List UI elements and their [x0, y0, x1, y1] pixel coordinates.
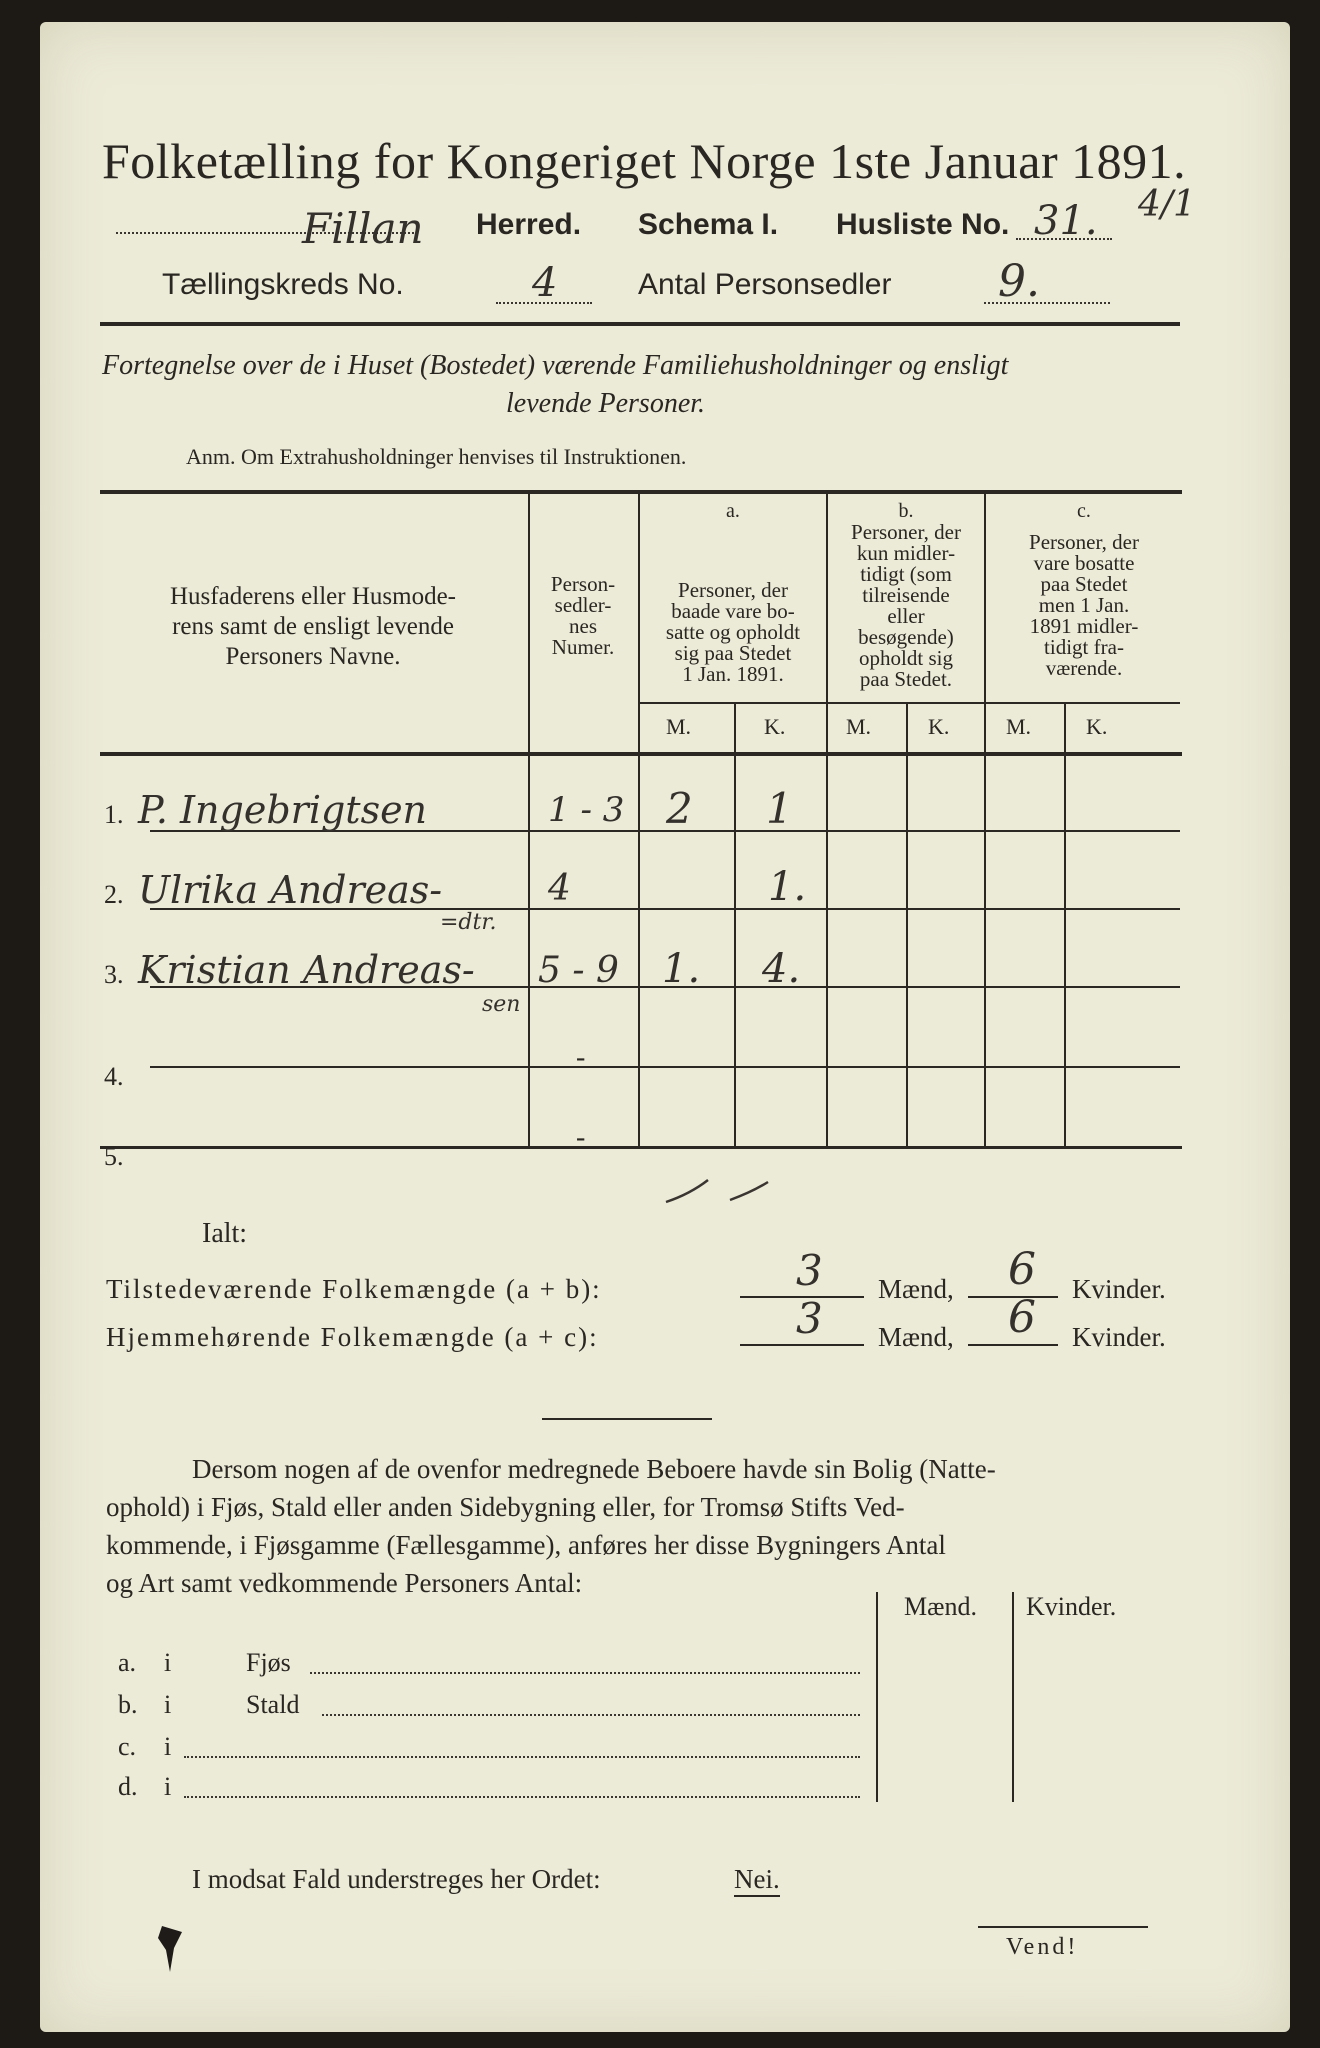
building-item-b-dots [322, 1712, 860, 1716]
census-form-sheet [40, 22, 1290, 2032]
table-row-2-a-k: 1. [768, 864, 807, 910]
c-m-label: M. [1006, 714, 1032, 739]
col-b-letter: b. [898, 500, 914, 522]
b-m-label: M. [846, 714, 872, 739]
building-item-a-i: i [164, 1648, 172, 1677]
tilstede-kvinder-label: Kvinder. [1072, 1274, 1166, 1304]
table-row-1-a-k: 1 [766, 784, 793, 833]
table-row-1-a-m: 2 [666, 784, 693, 833]
hjemme-maend-label: Mænd, [878, 1322, 954, 1352]
c-k-label: K. [1086, 714, 1108, 739]
col-a-letter: a. [726, 500, 740, 522]
vend-rule [978, 1926, 1148, 1928]
col-num-header: Person- sedler- nes Numer. [550, 572, 616, 659]
b-k-label: K. [928, 714, 950, 739]
modsat-label: I modsat Fald understreges her Ordet: [192, 1864, 601, 1894]
table-row-1-persons: 1 - 3 [548, 790, 625, 830]
table-row-3-name: Kristian Andreas- [138, 948, 475, 992]
table-row-3-name-cont: sen [482, 992, 521, 1017]
building-item-b-i: i [164, 1690, 172, 1719]
ink-blot-icon [152, 1922, 192, 1982]
table-row-3-a-k: 4. [762, 946, 801, 992]
anm-note: Anm. Om Extrahusholdninger henvises til Instruktionen. [186, 444, 687, 469]
table-row-1-name: P. Ingebrigtsen [138, 788, 428, 832]
table-row-1-number: 1. [104, 800, 124, 829]
tilstede-label: Tilstedeværende Folkemængde (a + b): [106, 1274, 602, 1304]
building-item-c-i: i [164, 1732, 172, 1761]
tilstede-maend-label: Mænd, [878, 1274, 954, 1304]
a-k-label: K. [764, 714, 786, 739]
ialt-label: Ialt: [202, 1218, 248, 1249]
building-item-d-dots [184, 1794, 860, 1798]
check-marks-icon [660, 1172, 790, 1212]
herred-value: Fillan [302, 204, 424, 253]
table-row-4-number: 4. [104, 1062, 124, 1091]
kreds-value: 4 [532, 260, 558, 306]
tilstede-maend-value: 3 [796, 1246, 823, 1295]
intro-line-2: levende Personer. [506, 388, 706, 419]
table-row-5-number: 5. [104, 1142, 124, 1171]
nei-word: Nei. [734, 1864, 780, 1897]
buildings-paragraph: Dersom nogen af de ovenfor medregnede Beboere havde sin Bolig (Natte- ophold) i Fjøs, Stald eller anden Sidebygning eller, for Tromsø Stifts Ved- kommende, i Fjøsgamme (Fællesgamme), anføres her disse Bygningers Antal og Art samt vedkommende Personers Antal: [106, 1454, 996, 1598]
col-a-header: Personer, der baade vare bo- satte og opholdt sig paa Stedet 1 Jan. 1891. [665, 578, 801, 686]
husliste-label: Husliste No. [836, 208, 1010, 241]
building-item-c-letter: c. [118, 1732, 137, 1761]
table-row-3-persons: 5 - 9 [538, 950, 619, 991]
herred-label: Herred. [476, 208, 582, 241]
vline-a-mk [734, 702, 736, 1148]
hjemme-label: Hjemmehørende Folkemængde (a + c): [106, 1322, 599, 1352]
col-c-letter: c. [1077, 500, 1091, 522]
table-row-3-number: 3. [104, 960, 124, 989]
table-row-4-persons: - [576, 1042, 586, 1073]
building-item-a-letter: a. [118, 1648, 137, 1677]
header-rule [100, 322, 1180, 326]
buildings-col-kvinder: Kvinder. [1026, 1592, 1117, 1621]
table-row-5-persons: - [576, 1122, 586, 1153]
table-header-bottom-rule [100, 752, 1182, 756]
table-row-2-name: Ulrika Andreas- [138, 868, 443, 912]
building-item-b-label: Stald [246, 1690, 300, 1719]
buildings-vline-2 [1012, 1592, 1014, 1802]
building-item-a-label: Fjøs [246, 1648, 291, 1677]
table-row-2-persons: 4 [548, 868, 571, 909]
vline-c-mk [1064, 702, 1066, 1148]
col-name-header: Husfaderens eller Husmode- rens samt de ensligt levende Personers Navne. [169, 583, 456, 670]
col-b-header: Personer, der kun midler- tidigt (som tilreisende eller besøgende) opholdt sig paa Stedet. [851, 520, 961, 691]
building-item-d-i: i [164, 1772, 172, 1801]
buildings-col-maend: Mænd. [904, 1592, 977, 1621]
building-item-c-dots [184, 1754, 860, 1758]
building-item-a-dots [310, 1670, 860, 1674]
table-row-3-a-m: 1. [662, 946, 701, 992]
table-bottom-rule [100, 1146, 1182, 1149]
intro-line-1: Fortegnelse over de i Huset (Bostedet) værende Familiehusholdninger og ensligt [102, 350, 1009, 381]
section-divider [542, 1418, 712, 1420]
building-item-d-letter: d. [118, 1772, 138, 1801]
tilstede-kvinder-value: 6 [1008, 1244, 1036, 1295]
husliste-extra: 4/1 [1138, 184, 1196, 225]
vend-label: Vend! [1006, 1934, 1079, 1960]
mk-header-line [640, 702, 1180, 704]
hjemme-kvinder-label: Kvinder. [1072, 1322, 1166, 1352]
hjemme-kvinder-value: 6 [1008, 1292, 1036, 1343]
vline-b-mk [906, 702, 908, 1148]
husliste-value: 31. [1034, 198, 1098, 244]
buildings-vline-1 [876, 1592, 878, 1802]
sedler-value: 9. [998, 256, 1040, 307]
table-row-2-number: 2. [104, 880, 124, 909]
col-c-header: Personer, der vare bosatte paa Stedet men 1 Jan. 1891 midler- tidigt fra- værende. [1029, 530, 1139, 680]
table-row-2-name-cont: =dtr. [440, 910, 497, 935]
table-top-rule [100, 490, 1182, 494]
schema-label: Schema I. [638, 208, 779, 241]
hjemme-maend-line [740, 1344, 864, 1346]
sedler-label: Antal Personsedler [638, 268, 892, 301]
kreds-label: Tællingskreds No. [162, 268, 404, 301]
hjemme-kvinder-line [968, 1344, 1058, 1346]
form-title: Folketælling for Kongeriget Norge 1ste Januar 1891. [102, 133, 1187, 189]
a-m-label: M. [666, 714, 692, 739]
hjemme-maend-value: 3 [796, 1294, 823, 1343]
row-sep-4 [150, 1066, 1180, 1068]
building-item-b-letter: b. [118, 1690, 138, 1719]
